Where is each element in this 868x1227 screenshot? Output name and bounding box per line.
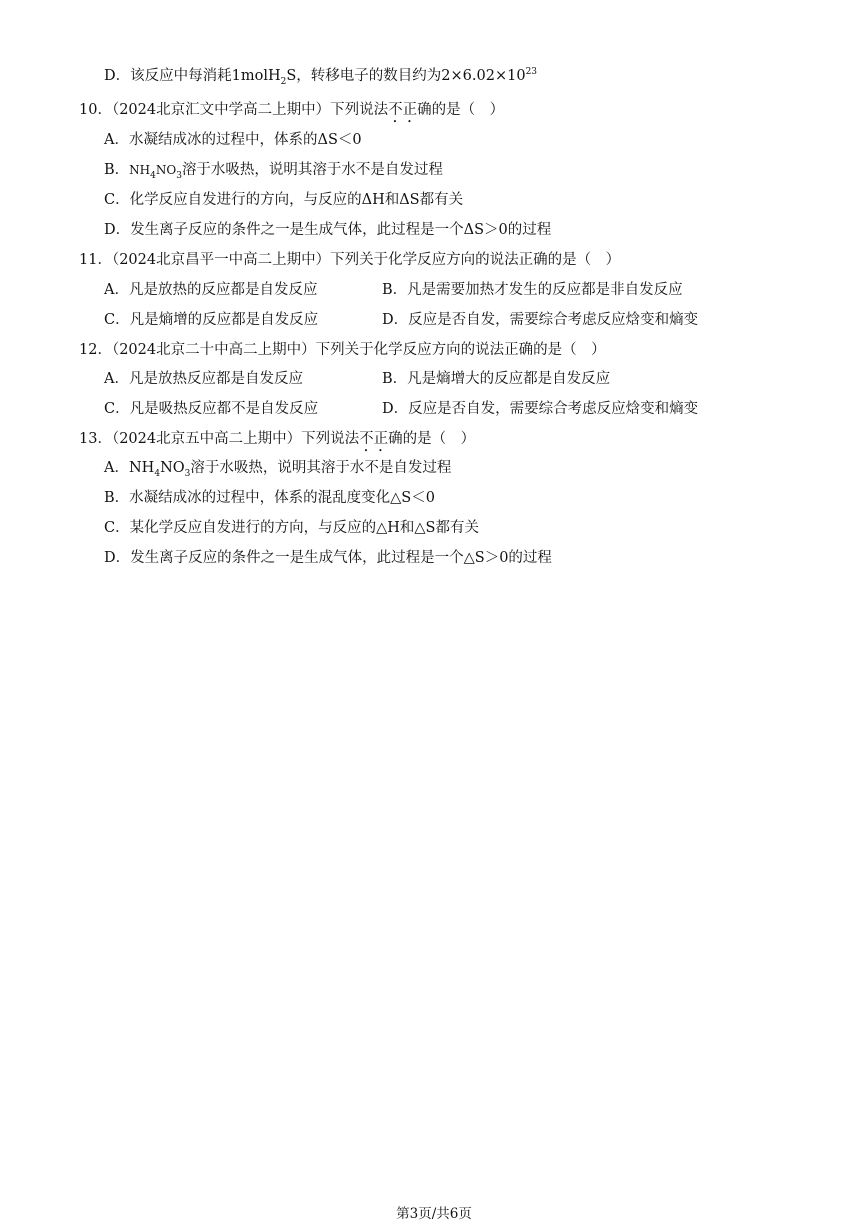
- q10-option-c: C．化学反应自发进行的方向，与反应的ΔH和ΔS都有关: [104, 192, 464, 208]
- q9-option-d-rest: S，转移电子的数目约为: [286, 68, 442, 84]
- q12-option-a: A．凡是放热反应都是自发反应: [104, 371, 303, 387]
- q11-option-b: B．凡是需要加热才发生的反应都是非自发反应: [382, 282, 683, 298]
- q10-option-b-rest: 溶于水吸热，说明其溶于水不是自发过程: [181, 162, 443, 178]
- page-number: 第3页/共6页: [396, 1206, 472, 1222]
- q13-option-a-rest: 溶于水吸热，说明其溶于水不是自发过程: [190, 460, 452, 476]
- q13-option-b: B．水凝结成冰的过程中，体系的混乱度变化△S＜0: [104, 490, 435, 506]
- q13-title: [79, 429, 475, 449]
- q13-stem-emphasis: 不正: [359, 431, 389, 447]
- q10-option-a: A．水凝结成冰的过程中，体系的ΔS＜0: [104, 132, 362, 148]
- q11-option-c: C．凡是熵增的反应都是自发反应: [104, 312, 319, 328]
- q10-option-b-no: NO: [155, 163, 177, 177]
- q12-option-c: C．凡是吸热反应都不是自发反应: [104, 401, 319, 417]
- q9-option-d-sub: 2: [280, 76, 287, 87]
- q9-option-d-prefix: D．该反应中每消耗: [104, 68, 232, 84]
- q10-option-d: D．发生离子反应的条件之一是生成气体，此过程是一个ΔS＞0的过程: [104, 222, 552, 238]
- q11-option-a: A．凡是放热的反应都是自发反应: [104, 282, 318, 298]
- q10-stem-a: 下列说法: [330, 102, 389, 118]
- q9-option-d-num: 2×6.02×10: [441, 68, 526, 84]
- q13-stem-a: 下列说法: [301, 431, 360, 447]
- q10-stem-emphasis: 不正: [388, 102, 418, 118]
- q12-title: [79, 340, 606, 360]
- q10-stem-b: 确的是（ ）: [417, 102, 505, 118]
- q13-number: 13．: [79, 431, 112, 447]
- q13-option-a-no: NO: [160, 460, 185, 476]
- q9-option-d-mol: 1molH: [231, 68, 281, 84]
- q13-stem-b: 确的是（ ）: [388, 431, 476, 447]
- q13-option-d: D．发生离子反应的条件之一是生成气体，此过程是一个△S＞0的过程: [104, 550, 552, 566]
- q12-number: 12．: [79, 342, 112, 358]
- q11-stem: 下列关于化学反应方向的说法正确的是（ ）: [330, 252, 621, 268]
- q11-option-d: D．反应是否自发，需要综合考虑反应焓变和熵变: [382, 312, 699, 328]
- q10-option-b-nh: NH: [129, 163, 151, 177]
- q13-option-a-nh: NH: [128, 460, 155, 476]
- q9-option-d: [104, 66, 537, 86]
- q10-option-b: [104, 160, 443, 180]
- q13-option-a-sub1: 4: [154, 468, 161, 479]
- q13-option-a-label: A．: [104, 460, 129, 476]
- q11-title: [79, 250, 620, 270]
- q10-option-b-label: B．: [104, 162, 130, 178]
- q11-number: 11．: [79, 252, 112, 268]
- q12-option-d: D．反应是否自发，需要综合考虑反应焓变和熵变: [382, 401, 699, 417]
- q12-stem: 下列关于化学反应方向的说法正确的是（ ）: [315, 342, 606, 358]
- q11-source: （2024北京昌平一中高二上期中）: [111, 252, 331, 268]
- q13-option-c: C．某化学反应自发进行的方向，与反应的△H和△S都有关: [104, 520, 479, 536]
- q12-option-b: B．凡是熵增大的反应都是自发反应: [382, 371, 611, 387]
- q10-source: （2024北京汇文中学高二上期中）: [111, 102, 331, 118]
- q10-option-b-sub1: 4: [150, 170, 156, 181]
- q13-option-a: [104, 458, 451, 478]
- q13-source: （2024北京五中高二上期中）: [111, 431, 302, 447]
- q9-option-d-sup: 23: [525, 67, 538, 78]
- q10-number: 10．: [79, 102, 112, 118]
- q10-option-b-sub2: 3: [176, 170, 182, 181]
- q13-option-a-sub2: 3: [184, 468, 191, 479]
- q10-title: [79, 100, 504, 120]
- q12-source: （2024北京二十中高二上期中）: [111, 342, 316, 358]
